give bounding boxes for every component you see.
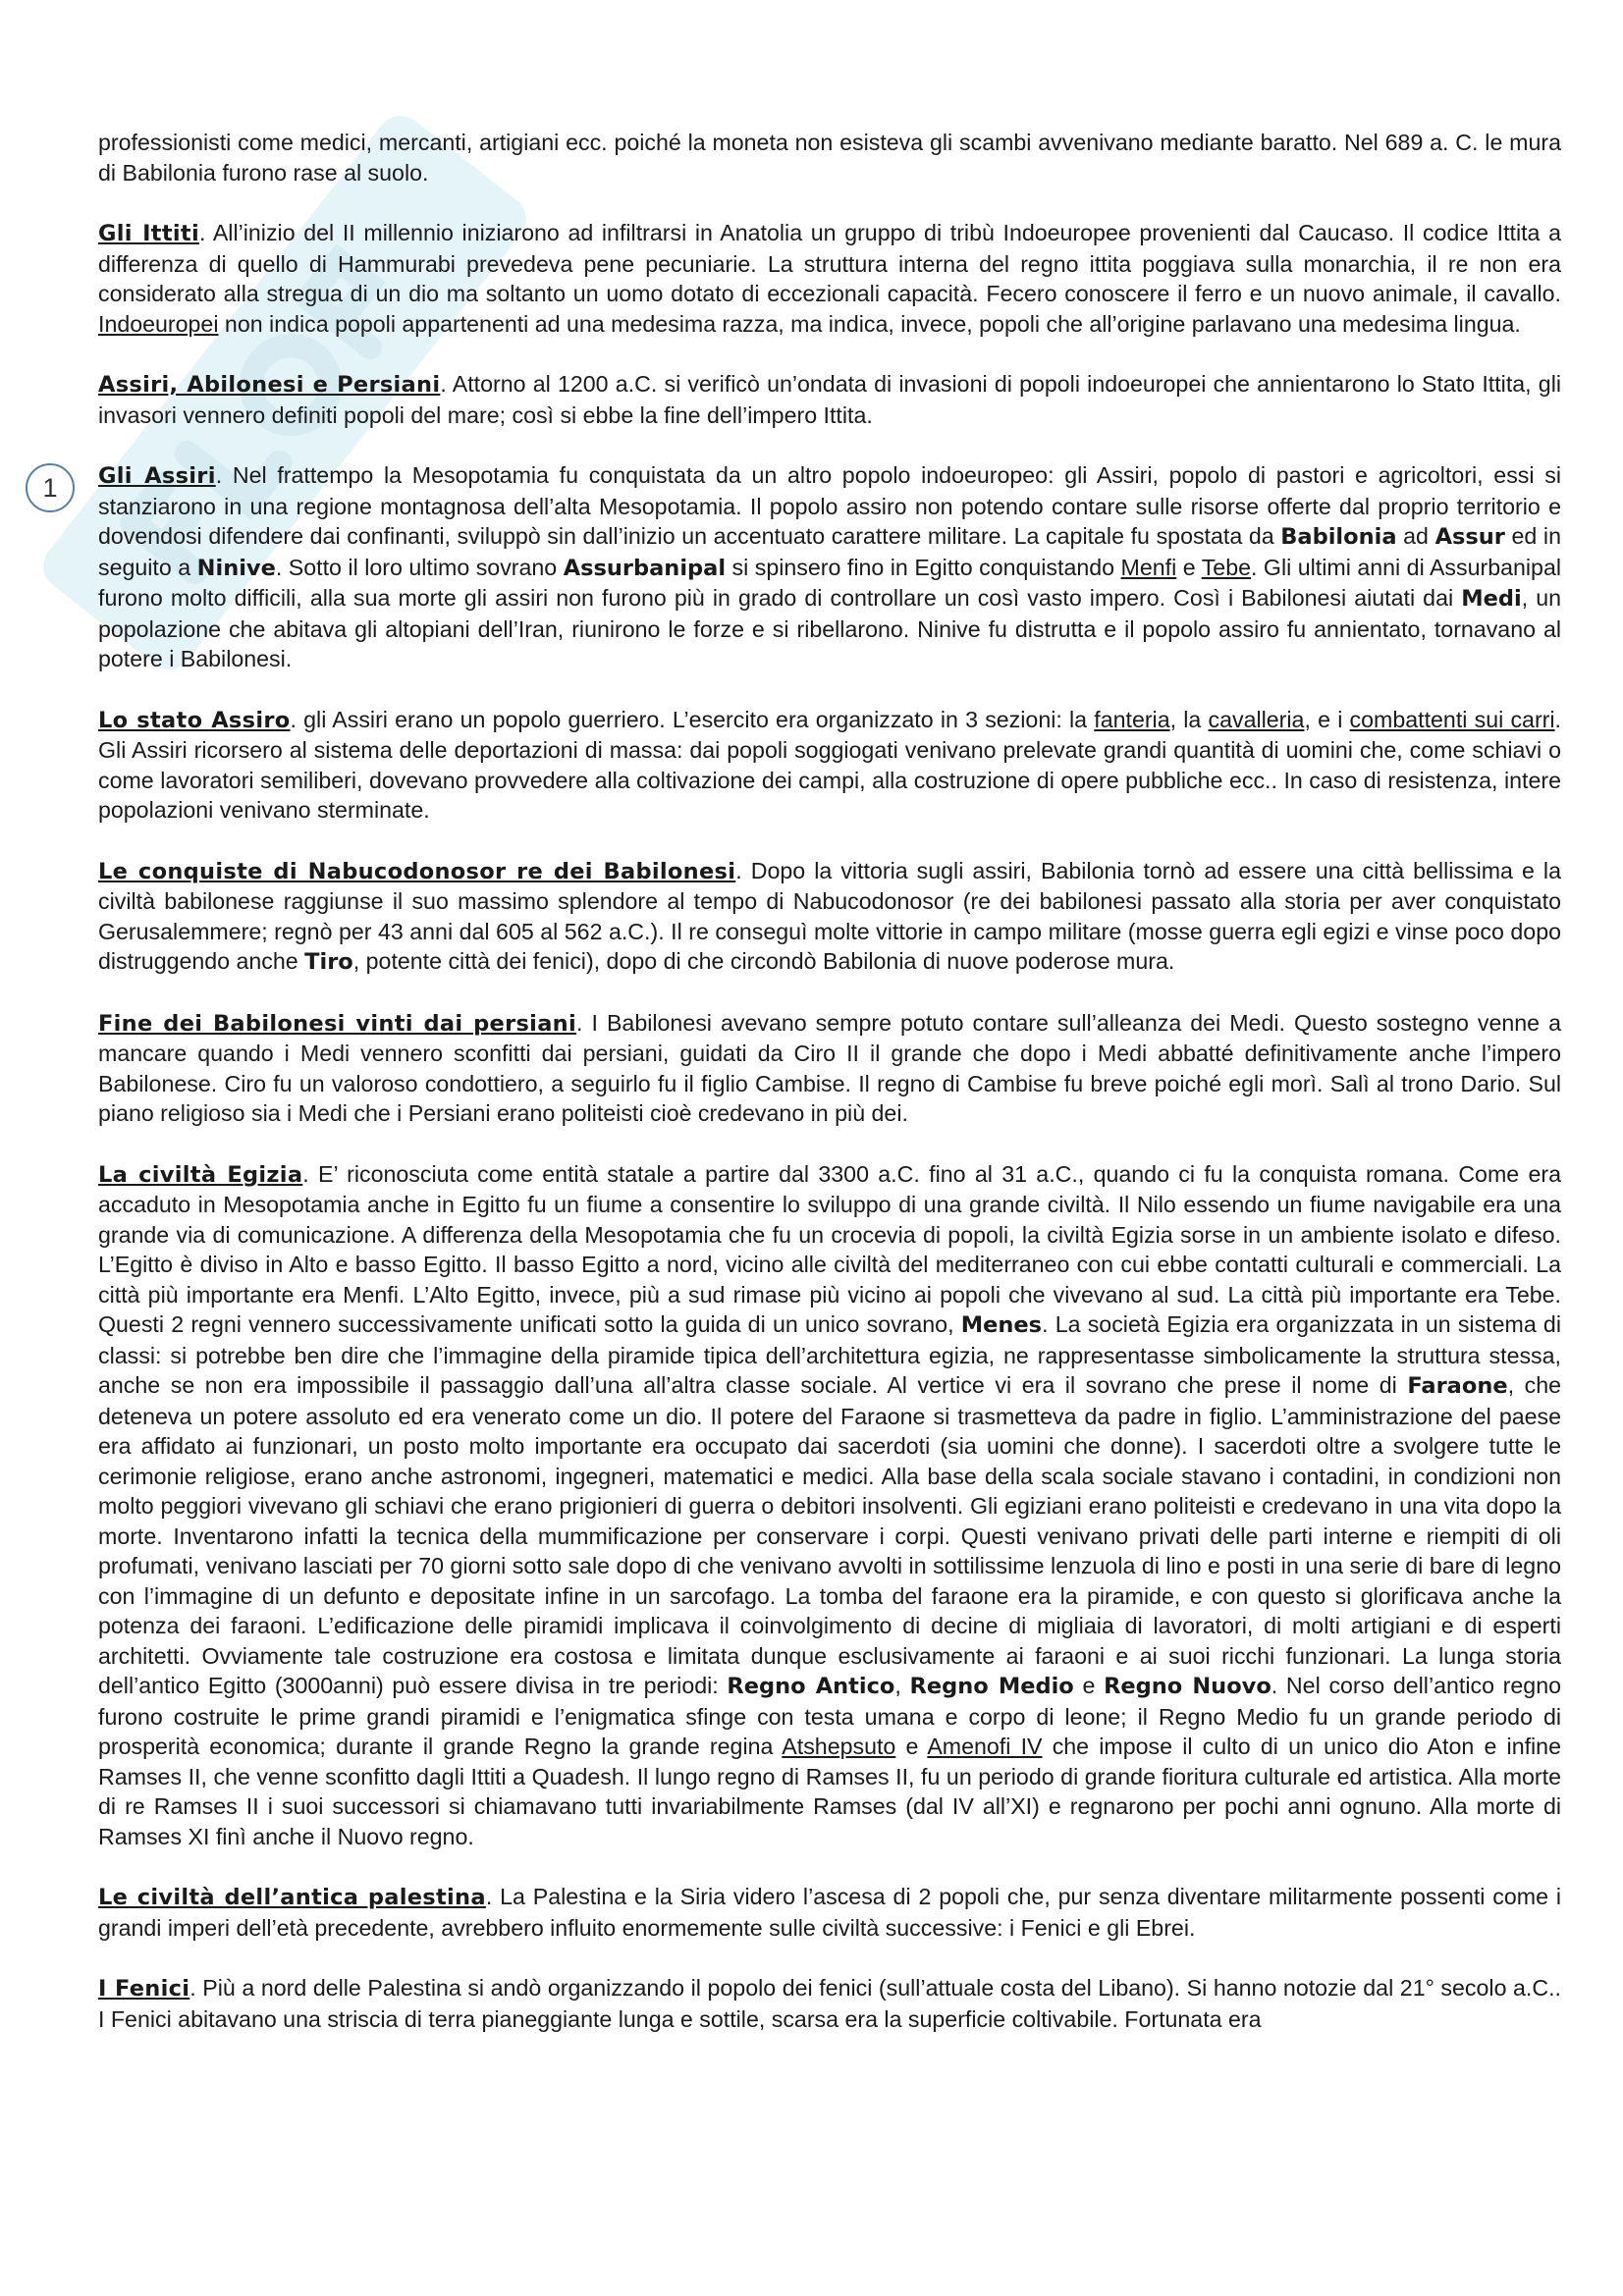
heading-antica-palestina: Le civiltà dell’antica palestina <box>98 1885 486 1910</box>
paragraph-fine-babilonesi: Fine dei Babilonesi vinti dai persiani. I Babilonesi avevano sempre potuto contare sull’alleanza dei Medi. Questo sostegno venne a mancare quando i Medi vennero sconfitti dai persiani, guidati da Ciro II il grande che dopo i Medi abbatté definitivamente anche l’impero Babilonese. Ciro fu un valoroso condottiero, a seguirlo fu il figlio Cambise. Il regno di Cambise fu breve poiché egli morì. Salì al trono Dario. Sul piano religioso sia i Medi che i Persiani erano politeisti cioè credevano in più dei. <box>98 1009 1562 1126</box>
paragraph-nabucodonosor: Le conquiste di Nabucodonosor re dei Babilonesi. Dopo la vittoria sugli assiri, Babilonia tornò ad essere una città bellissima e la civiltà babilonese raggiunse il suo massimo splendore al tempo di Nabucodonosor (re dei babilonesi passato alla storia per aver conquistato Gerusalemmere; regnò per 43 anni dal 605 al 562 a.C.). Il re conseguì molte vittorie in campo militare (mosse guerra egli egizi e vinse poco dopo distruggendo anche Tiro, potente città dei fenici), dopo di che circondò Babilonia di nuove poderose mura. <box>98 857 1561 975</box>
paragraph-antica-palestina: Le civiltà dell’antica palestina. La Palestina e la Siria videro l’ascesa di 2 popoli che, pur senza diventare militarmente possenti come i grandi imperi dell’età precedente, avrebbero influito enormemente sulle civiltà successive: i Fenici e gli Ebrei. <box>98 1884 1561 1941</box>
paragraph-babilonia-end: professionisti come medici, mercanti, artigiani ecc. poiché la moneta non esisteva gli scambi avvenivano mediante baratto. Nel 689 a. C. le mura di Babilonia furono rase al suolo. <box>98 130 1561 186</box>
paragraph-assiri: Gli Assiri. Nel frattempo la Mesopotamia fu conquistata da un altro popolo indoeuropeo: gli Assiri, popolo di pastori e agricoltori, essi si stanziarono in una regione montagnosa dell’alta Mesopotamia. Il popolo assiro non potendo contare sulle risorse offerte dal proprio territorio e dovendosi difendere dai confinanti, sviluppò sin dall’inizio un accentuato carattere militare. La capitale fu spostata da Babilonia ad Assur ed in seguito a Ninive. Sotto il loro ultimo sovrano Assurbanipal si spinsero fino in Egitto conquistando Menfi e Tebe. Gli ultimi anni di Assurbanipal furono molto difficili, alla sua morte gli assiri non furono più in grado di controllare un così vasto impero. Così i Babilonesi aiutati dai Medi, un popolazione che abitava gli altopiani dell’Iran, riunirono le forze e si ribellarono. Ninive fu distrutta e il popolo assiro fu annientato, tornavano al potere i Babilonesi. <box>98 462 1561 671</box>
page-number: 1 <box>42 472 58 503</box>
heading-fenici: I Fenici <box>98 1976 190 2002</box>
heading-stato-assiro: Lo stato Assiro <box>98 707 291 733</box>
heading-fine-babilonesi: Fine dei Babilonesi vinti dai persiani <box>98 1010 577 1037</box>
paragraph-fenici: I Fenici. Più a nord delle Palestina si andò organizzando il popolo dei fenici (sull’attuale costa del Libano). Si hanno notozie dal 21° secolo a.C.. I Fenici abitavano una striscia di terra pianeggiante lunga e sottile, scarsa era la superficie coltivabile. Fortunata era <box>98 1975 1562 2032</box>
page-number-badge <box>26 463 75 512</box>
paragraph-assiri-babilonesi-persiani: Assiri, Abilonesi e Persiani. Attorno al 1200 a.C. si verificò un’ondata di invasioni di popoli indoeuropei che annientarono lo Stato Ittita, gli invasori vennero definiti popoli del mare; così si ebbe la fine dell’impero Ittita. <box>98 371 1562 428</box>
paragraph-ittiti: Gli Ittiti. All’inizio del II millennio iniziarono ad infiltrarsi in Anatolia un gruppo di tribù Indoeuropee provenienti dal Caucaso. Il codice Ittita a differenza di quello di Hammurabi prevedeva pene pecuniarie. La struttura interna del regno ittita poggiava sulla monarchia, il re non era considerato alla stregua di un dio ma soltanto un uomo dotato di eccezionali capacità. Fecero conoscere il ferro e un nuovo animale, il cavallo. Indoeuropei non indica popoli appartenenti ad una medesima razza, ma indica, invece, popoli che all’origine parlavano una medesima lingua. <box>98 220 1561 337</box>
document-body <box>98 128 1561 2064</box>
heading-assiri-abilonesi-persiani: Assiri, Abilonesi e Persiani <box>98 372 441 398</box>
paragraph-stato-assiro: Lo stato Assiro. gli Assiri erano un popolo guerriero. L’esercito era organizzato in 3 sezioni: la fanteria, la cavalleria, e i combattenti sui carri. Gli Assiri ricorsero al sistema delle deportazioni di massa: dai popoli soggiogati venivano prelevate grandi quantità di uomini che, come schiavi o come lavoratori semiliberi, dovevano provvedere alla coltivazione dei campi, alla costruzione di opere pubbliche ecc.. In caso di resistenza, intere popolazioni venivano sterminate. <box>98 706 1561 823</box>
paragraph-civilta-egizia: La civiltà Egizia. E’ riconosciuta come entità statale a partire dal 3300 a.C. fino al 31 a.C., quando ci fu la conquista romana. Come era accaduto in Mesopotamia anche in Egitto fu un fiume a consentire lo sviluppo di una grande civiltà. Il Nilo essendo un fiume navigabile era una grande via di comunicazione. A differenza della Mesopotamia che fu un crocevia di popoli, la civiltà Egizia sorse in un ambiente isolato e difeso. L’Egitto è diviso in Alto e basso Egitto. Il basso Egitto a nord, vicino alle civiltà del mediterraneo con cui ebbe contatti culturali e commerciali. La città più importante era Menfi. L’Alto Egitto, invece, più a sud rimase più vicino ai popoli che vivevano al sud. La città più importante era Tebe. Questi 2 regni vennero successivamente unificati sotto la guida di un unico sovrano, Menes. La società Egizia era organizzata in un sistema di classi: si potrebbe ben dire che l’immagine della piramide tipica dell’architettura egizia, ne rappresentasse simbolicamente la struttura stessa, anche se non era impossibile il passaggio dall’una all’altra classe sociale. Al vertice vi era il sovrano che prese il nome di Faraone, che deteneva un potere assoluto ed era venerato come un dio. Il potere del Faraone si trasmetteva da padre in figlio. L’amministrazione del paese era affidato ai funzionari, un posto molto importante era occupato dai sacerdoti (sia uomini che donne). I sacerdoti oltre a svolgere tutte le cerimonie religiose, erano anche astronomi, ingegneri, matematici e medici. Alla base della scala sociale stavano i contadini, in condizioni non molto peggiori vivevano gli schiavi che erano prigionieri di guerra o debitori insolventi. Gli egiziani erano politeisti e credevano in una vita dopo la morte. Inventarono infatti la tecnica della mummificazione per conservare i corpi. Questi venivano privati delle parti interne e riempiti di oli profumati, venivano lasciati per 70 giorni sotto sale dopo di che venivano avvolti in sottilissime lenzuola di lino e posti in una serie di bare di legno con l’immagine di un defunto e depositate infine in un sarcofago. La tomba del faraone era la piramide, e con questo si glorificava anche la potenza dei faraoni. L’edificazione delle piramidi implicava il coinvolgimento di decine di migliaia di lavoratori, di molti artigiani e di esperti architetti. Ovviamente tale costruzione era costosa e limitata dunque esclusivamente ai faraoni e ai suoi ricchi funzionari. La lunga storia dell’antico Egitto (3000anni) può essere divisa in tre periodi: Regno Antico, Regno Medio e Regno Nuovo. Nel corso dell’antico regno furono costruite le prime grandi piramidi e l’enigmatica sfinge con testa umana e corpo di leone; il Regno Medio fu un grande periodo di prosperità economica; durante il grande Regno la grande regina Atshepsuto e Amenofi IV che impose il culto di un unico dio Aton e infine Ramses II, che venne sconfitto dagli Ittiti a Quadesh. Il lungo regno di Ramses II, fu un periodo di grande fioritura culturale ed artistica. Alla morte di re Ramses II i suoi successori si chiamavano tutti invariabilmente Ramses (dal IV all’XI) e regnarono per pochi anni ognuno. Alla morte di Ramses XI finì anche il Nuovo regno. <box>98 1160 1561 1849</box>
heading-assiri: Gli Assiri <box>98 463 216 489</box>
heading-nabucodonosor: Le conquiste di Nabucodonosor re dei Babilonesi <box>98 858 736 884</box>
heading-ittiti: Gli Ittiti <box>98 221 200 246</box>
heading-civilta-egizia: La civiltà Egizia <box>98 1161 303 1188</box>
